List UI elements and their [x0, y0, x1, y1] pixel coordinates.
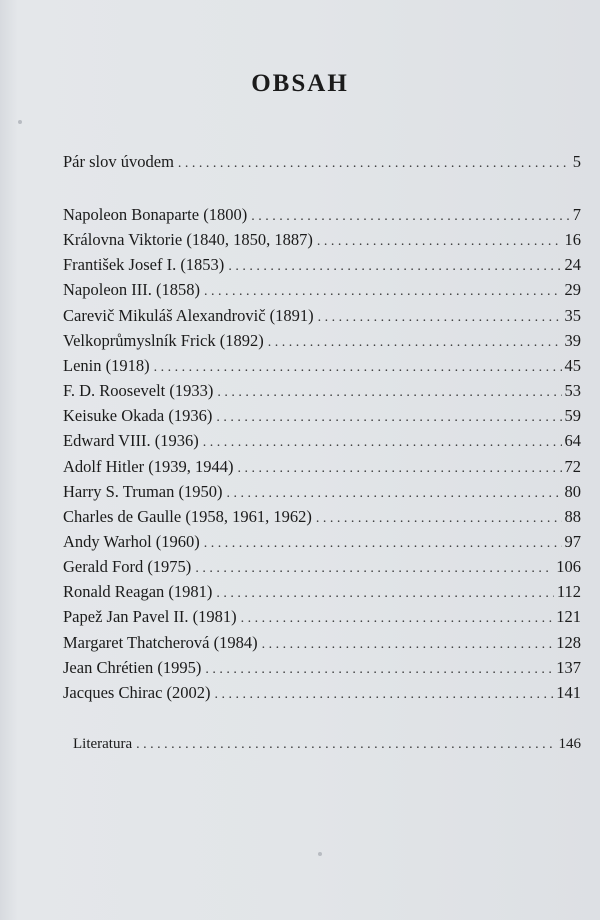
toc-entry [63, 380, 581, 402]
toc-entry-page: 16 [564, 230, 581, 250]
toc-entry [63, 632, 581, 654]
page-speck [318, 852, 322, 856]
toc-entry-title: Edward VIII. (1936) [63, 431, 199, 451]
toc-entry [63, 556, 581, 578]
toc-entry-page: 80 [564, 481, 581, 501]
toc-entry-page: 112 [556, 582, 581, 602]
toc-entry-title: Margaret Thatcherová (1984) [63, 632, 258, 652]
toc-entry [63, 456, 581, 478]
toc-entry [63, 581, 581, 603]
toc-entry-title: Papež Jan Pavel II. (1981) [63, 607, 237, 627]
toc-entry-title: Keisuke Okada (1936) [63, 406, 213, 426]
page-speck [18, 120, 22, 124]
toc-entry-title: Pár slov úvodem [63, 152, 174, 171]
toc-entry-page: 45 [564, 355, 581, 375]
toc-entry-page: 7 [572, 205, 581, 224]
toc-entry-title: František Josef I. (1853) [63, 255, 225, 275]
toc-entry [63, 279, 581, 301]
toc-literature [73, 733, 581, 755]
toc-entry-title: Gerald Ford (1975) [63, 557, 192, 577]
toc-entry [63, 606, 581, 628]
dot-leader [268, 332, 562, 354]
dot-leader [204, 281, 562, 303]
toc-entry [63, 355, 581, 377]
toc-entry-page: 141 [556, 682, 581, 702]
toc-entry-page: 64 [564, 431, 581, 451]
toc-entry [63, 330, 581, 352]
page-title: OBSAH [251, 70, 349, 97]
toc-entry [63, 506, 581, 528]
dot-leader [203, 432, 562, 454]
toc-entry-page: 128 [556, 632, 581, 652]
dot-leader [227, 483, 562, 505]
dot-leader [251, 206, 570, 228]
dot-leader [204, 533, 562, 555]
dot-leader [262, 634, 554, 656]
dot-leader [215, 684, 554, 706]
toc-entry [63, 657, 581, 679]
toc-entry-page: 72 [564, 456, 581, 476]
dot-leader [216, 407, 561, 429]
toc-entry [63, 229, 581, 251]
toc-entry [63, 305, 581, 327]
toc-intro [63, 151, 581, 173]
toc-entry-page: 137 [556, 657, 581, 677]
dot-leader [317, 231, 562, 253]
toc-entry [63, 254, 581, 276]
toc-entry-title: Velkoprůmyslník Frick (1892) [63, 330, 264, 350]
toc-entry [63, 481, 581, 503]
toc-entry-title: Harry S. Truman (1950) [63, 481, 223, 501]
toc-entry-page: 24 [564, 255, 581, 275]
dot-leader [154, 357, 562, 379]
toc-entry-title: Jacques Chirac (2002) [63, 682, 211, 702]
toc-entry-title: Jean Chrétien (1995) [63, 657, 202, 677]
toc-entry-page: 39 [564, 330, 581, 350]
dot-leader [228, 256, 561, 278]
dot-leader [136, 734, 555, 756]
toc-entry-title: Adolf Hitler (1939, 1944) [63, 456, 234, 476]
dot-leader [318, 307, 562, 329]
dot-leader [241, 608, 554, 630]
toc-entry-page: 106 [556, 557, 581, 577]
toc-entry-title: Napoleon Bonaparte (1800) [63, 205, 248, 224]
toc-entry-title: Charles de Gaulle (1958, 1961, 1962) [63, 506, 312, 526]
toc-entry [63, 531, 581, 553]
dot-leader [205, 659, 553, 681]
toc-entry-page: 5 [572, 152, 581, 171]
toc-entry [63, 405, 581, 427]
toc-entry-page: 88 [564, 506, 581, 526]
toc-entry [63, 682, 581, 704]
toc-entry-title: Carevič Mikuláš Alexandrovič (1891) [63, 305, 314, 325]
toc-entry-page: 29 [564, 280, 581, 300]
dot-leader [217, 382, 561, 404]
dot-leader [195, 558, 553, 580]
dot-leader [237, 458, 561, 480]
toc-entry-title: Královna Viktorie (1840, 1850, 1887) [63, 230, 313, 250]
toc-entry-page: 35 [564, 305, 581, 325]
toc-entry-title: Lenin (1918) [63, 355, 150, 375]
toc-entry-page: 146 [558, 736, 581, 752]
toc-entry-title: Napoleon III. (1858) [63, 280, 200, 300]
toc-entry-page: 53 [564, 381, 581, 401]
toc-entry-title: Ronald Reagan (1981) [63, 582, 213, 602]
toc-entry-page: 97 [564, 531, 581, 551]
toc-entry [63, 430, 581, 452]
toc-entry-title: Literatura [73, 736, 133, 752]
toc-entry-title: F. D. Roosevelt (1933) [63, 381, 214, 401]
toc-entry-title: Andy Warhol (1960) [63, 531, 200, 551]
dot-leader [316, 508, 562, 530]
toc-entry [63, 204, 581, 226]
toc-entry-page: 121 [556, 607, 581, 627]
dot-leader [216, 583, 553, 605]
toc-entry-page: 59 [564, 406, 581, 426]
dot-leader [178, 153, 570, 175]
